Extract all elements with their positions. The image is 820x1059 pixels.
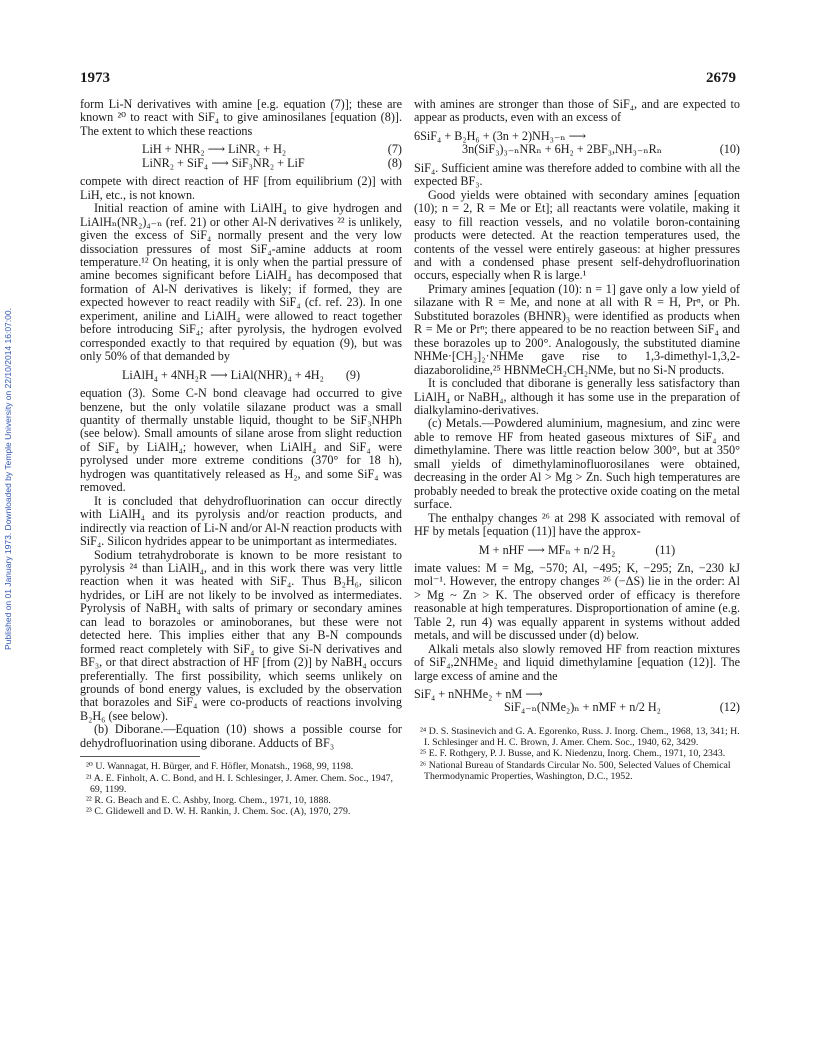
- paragraph: equation (3). Some C-N bond cleavage had occurred to give benzene, but the only volatile silazane product was a small quantity of thermally unstable liquid, thought to be SiF₃NHPh (see below). Small amounts of silane arose from slight reduction of SiF₄ by LiAlH₄; however, when LiAlH₄ and SiF₄ were pyrolysed under more extreme conditions (370° for 18 h), hydrogen was quantitatively released as H₂, and some SiF₄ was removed.: [80, 386, 402, 495]
- paragraph: compete with direct reaction of HF [from equilibrium (2)] with LiH, etc., is not known.: [80, 174, 402, 202]
- paragraph: Sodium tetrahydroborate is known to be more resistant to pyrolysis ²⁴ than LiAlH₄, and in this work there was very little reaction when it was heated with SiF₄. Thus B₂H₆, silicon hydrides, or LiH are not likely to be involved as intermediates. Pyrolysis of NaBH₄ with salts of primary or secondary amines can lead to borazoles or aminoboranes, but these were not detected here. This implies either that any B-N compounds formed react completely with SiF₄ to give Si-N derivatives and BF₃, or that direct abstraction of HF [from (2)] by NaBH₄ occurs preferentially. The first possibility, which seems unlikely on grounds of bond energy values, is excluded by the observation that borazoles and SiF₄ were co-products of reactions involving B₂H₆ (see below).: [80, 547, 402, 723]
- right-column: [414, 98, 740, 782]
- paragraph: Alkali metals also slowly removed HF from reaction mixtures of SiF₄,2NHMe₂ and liquid dimethylamine [equation (12)]. The large excess of amine and the: [414, 641, 740, 683]
- footnote: ²⁰ U. Wannagat, H. Bürger, and F. Höfler, Monatsh., 1968, 99, 1198.: [86, 761, 354, 773]
- footnotes: [80, 761, 402, 817]
- footnote: ²² R. G. Beach and E. C. Ashby, Inorg. Chem., 1971, 10, 1888.: [86, 794, 331, 806]
- equation-11: M + nHF ⟶ MFₙ + n/2 H₂ (11): [478, 542, 676, 557]
- footnote: ²⁵ E. F. Rothgery, P. J. Busse, and K. Niedenzu, Inorg. Chem., 1971, 10, 2343.: [420, 748, 726, 760]
- paragraph: SiF₄. Sufficient amine was therefore added to combine with all the expected BF₃.: [414, 160, 740, 189]
- paragraph: imate values: M = Mg, −570; Al, −495; K, −295; Zn, −230 kJ mol⁻¹. However, the entropy changes ²⁶ (−ΔS) lie in the order: Al > Mg ~ Zn > K. The observed order of efficacy is therefore reasonable at high temperatures. Disproportionation of amine (e.g. Table 2, run 4) was equally apparent in systems without added metals, and will be discussed under (d) below.: [414, 560, 740, 643]
- paragraph: form Li-N derivatives with amine [e.g. equation (7)]; these are known ²⁰ to react with SiF₄ to give aminosilanes [equation (8)]. The extent to which these reactions: [80, 97, 402, 138]
- page-number: 2679: [706, 70, 736, 86]
- footnote-rule: [80, 756, 200, 757]
- download-notice-text: Published on 01 January 1973. Downloaded by Temple University on 22/10/2014 16:07:00.: [3, 308, 13, 650]
- footnote: ²⁶ National Bureau of Standards Circular No. 500, Selected Values of Chemical Thermodynamic Properties, Washington, D.C., 1952.: [420, 759, 731, 782]
- paragraph: The enthalpy changes ²⁶ at 298 K associated with removal of HF by metals [equation (11)] have the approx-: [414, 510, 740, 539]
- footnote: ²¹ A. E. Finholt, A. C. Bond, and H. I. Schlesinger, J. Amer. Chem. Soc., 1947, 69, 1199.: [86, 772, 394, 795]
- footnote: ²³ C. Glidewell and D. W. H. Rankin, J. Chem. Soc. (A), 1970, 279.: [86, 806, 351, 818]
- equation-12: SiF₄ + nNHMe₂ + nM ⟶ SiF₄₋ₙ(NMe₂)ₙ + nMF + n/2 H₂ (12): [414, 687, 740, 715]
- paragraph: with amines are stronger than those of SiF₄, and are expected to appear as products, even with an excess of: [414, 97, 740, 125]
- paragraph: Primary amines [equation (10): n = 1] gave only a low yield of silazane with R = Me, and none at all with R = H, Prⁿ, or Ph. Substituted borazoles (BHNR)₃ were identified as products when R = Me or Prⁿ; there appeared to be no reaction between SiF₄ and these borazoles up to 200°. Analogously, the substituted diamine NHMe·[CH₂]₂·NHMe gave rise to 1,3-dimethyl-1,3,2-diazaborolidine,²⁵ HBNMeCH₂CH₂NMe, but no Si-N products.: [414, 281, 740, 377]
- paragraph: (c) Metals.—Powdered aluminium, magnesium, and zinc were able to remove HF from heated gaseous mixtures of SiF₄ and dimethylamine. There was little reaction below 300°, but at 350° small yields of dimethylaminofluorosilanes were obtained, decreasing in the order Al > Mg > Zn. Such high temperatures are probably needed to break the protective oxide coating on the metal surface.: [414, 416, 740, 512]
- paragraph: It is concluded that diborane is generally less satisfactory than LiAlH₄ or NaBH₄, although it has some use in the preparation of dialkylamino-derivatives.: [414, 376, 740, 417]
- download-notice: [3, 230, 17, 650]
- paragraph: Initial reaction of amine with LiAlH₄ to give hydrogen and LiAlHₙ(NR₂)₄₋ₙ (ref. 21) or other Al-N derivatives ²² is unlikely, given the excess of SiF₄ normally present and the very low dissociation pressures of most SiF₄-amine adducts at room temperature.¹² On heating, it is only when the partial pressure of amine becomes significant before LiAlH₄ has decomposed that formation of Al-N derivatives is likely; if formed, they are expected however to react readily with SiF₄ (cf. ref. 23). In one experiment, aniline and LiAlH₄ were allowed to react together before introducing SiF₄; after pyrolysis, the hydrogen evolved corresponded exactly to that required by equation (9), but was only 50% of that demanded by: [80, 201, 402, 364]
- paragraph: (b) Diborane.—Equation (10) shows a possible course for dehydrofluorination using diborane. Adducts of BF₃: [80, 722, 402, 750]
- equation-9: LiAlH₄ + 4NH₂R ⟶ LiAl(NHR)₄ + 4H₂ (9): [121, 367, 361, 382]
- equation-10: 6SiF₄ + B₂H₆ + (3n + 2)NH₃₋ₙ ⟶ 3n(SiF₃)₃₋ₙNRₙ + 6H₂ + 2BF₃,NH₃₋ₙRₙ (10): [414, 128, 740, 157]
- journal-year: 1973: [80, 70, 110, 86]
- paragraph: It is concluded that dehydrofluorination can occur directly with LiAlH₄ and its pyrolysis and/or reaction products, and indirectly via reaction of Li-N and/or Al-N reaction products with SiF₄. Silicon hydrides appear to be unimportant as intermediates.: [80, 493, 402, 549]
- footnotes: [414, 726, 740, 782]
- equations-7-8: [80, 143, 402, 170]
- equation-8: LiNR₂ + SiF₄ ⟶ SiF₃NR₂ + LiF (8): [142, 155, 402, 170]
- equation-7: LiH + NHR₂ ⟶ LiNR₂ + H₂ (7): [142, 142, 402, 157]
- paragraph: Good yields were obtained with secondary amines [equation (10); n = 2, R = Me or Et]; all reactants were volatile, making it easy to fill reaction vessels, and no volatile boron-containing products were detected. At the reaction temperatures used, the contents of the vessel were entirely gaseous: at higher pressures and with a condensed phase present self-dehydrofluorination occurs, especially when R is large.¹: [414, 187, 740, 283]
- left-column: [80, 98, 402, 817]
- footnote: ²⁴ D. S. Stasinevich and G. A. Egorenko, Russ. J. Inorg. Chem., 1968, 13, 341; H. I. Schlesinger and H. C. Brown, J. Amer. Chem. Soc., 1940, 62, 3429.: [420, 725, 740, 749]
